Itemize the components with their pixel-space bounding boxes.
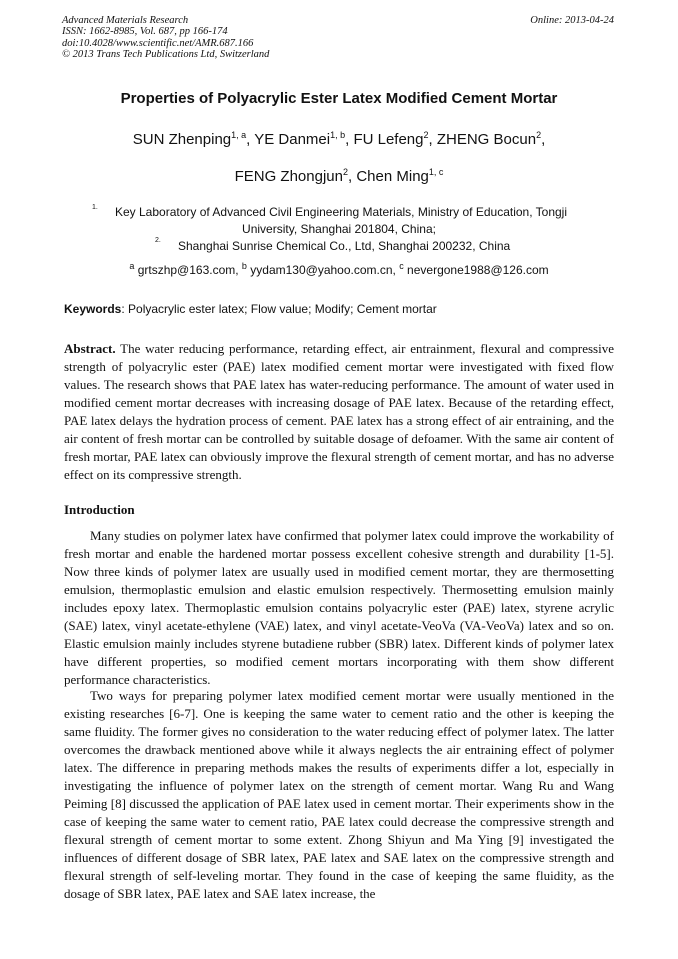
author-name: , Chen Ming xyxy=(348,168,429,185)
email: nevergone1988@126.com xyxy=(407,263,549,277)
author-sup: 2 xyxy=(536,130,542,140)
journal-name: Advanced Materials Research xyxy=(62,15,189,26)
author-sup: 2 xyxy=(423,130,429,140)
author-line-1 xyxy=(0,131,678,148)
intro-paragraph-2: Two ways for preparing polymer latex modified cement mortar were usually mentioned in the existing researches [6-7]. One is keeping the same water to cement ratio and the other is keeping the same fluidity. The former gives no consideration to the water reducing effect of polymer latex. The latter overcomes the drawback mentioned above while it always neglects the air entraining effect of polymer latex. The difference in preparing methods makes the results of experiments differ a lot, especially in investigating the influence of polymer latex on the strength of cement mortar. Wang Ru and Wang Peiming [8] discussed the application of PAE latex used in cement mortar. Their experiments show in the case of keeping the same water to cement ratio, PAE latex could decrease the compressive strength and flexural strength of cement mortar to some extent. Zhong Shiyun and Ma Ying [9] investigated the influences of different dosage of SBR latex, PAE latex and SAE latex on the compressive strength and flexural strength of self-leveling mortar. They found in the case of keeping the same fluidity, as the dosage of SBR latex, PAE latex and SAE latex increase, the xyxy=(64,688,614,901)
keywords xyxy=(64,302,437,316)
affiliation-number-2: 2. xyxy=(155,237,161,244)
author-sup: 1, a xyxy=(231,130,247,140)
online-date: Online: 2013-04-24 xyxy=(530,15,614,26)
affiliation-1-line-2: University, Shanghai 201804, China; xyxy=(242,222,436,236)
email: yydam130@yahoo.com.cn, xyxy=(250,263,400,277)
copyright-line: © 2013 Trans Tech Publications Ltd, Switzerland xyxy=(62,49,270,61)
author-sup: 2 xyxy=(342,167,348,177)
author-line-2 xyxy=(0,168,678,185)
affiliation-number-1: 1. xyxy=(92,204,98,211)
author-name: FENG Zhongjun xyxy=(234,168,343,185)
section-heading-introduction: Introduction xyxy=(64,502,135,517)
abstract xyxy=(64,340,614,484)
keywords-text: : Polyacrylic ester latex; Flow value; Modify; Cement mortar xyxy=(121,302,437,316)
author-name: , YE Danmei xyxy=(246,131,331,148)
abstract-text: The water reducing performance, retarding effect, air entrainment, flexural and compressive strength of polyacrylic ester (PAE) latex modified cement mortar were investigated with fixed flow values. The research shows that PAE latex has water-reducing performance. The amount of water used in modified cement mortar decreases with increasing dosage of PAE latex. Because of the retarding effect, PAE latex delays the hydration process of cement. PAE latex has a strong effect of air entraining, and the air content of fresh mortar can be controlled by suitable dosage of defoamer. With the same air content of fresh mortar, PAE latex can obviously improve the flexural strength of cement mortar, and has no adverse effect on its compressive strength. xyxy=(64,341,614,482)
author-name: , FU Lefeng xyxy=(345,131,424,148)
doi-line: doi:10.4028/www.scientific.net/AMR.687.166 xyxy=(62,37,254,49)
author-sup: 1, b xyxy=(330,130,346,140)
author-name: SUN Zhenping xyxy=(132,131,232,148)
journal-header xyxy=(62,15,269,61)
paper-title: Properties of Polyacrylic Ester Latex Modified Cement Mortar xyxy=(120,90,558,107)
author-sup: 1, c xyxy=(428,167,444,177)
issn-line: ISSN: 1662-8985, Vol. 687, pp 166-174 xyxy=(62,26,228,38)
keywords-label: Keywords xyxy=(64,302,122,316)
intro-paragraph-1: Many studies on polymer latex have confirmed that polymer latex could improve the workability of fresh mortar and enable the hardened mortar possess excellent cohesive strength and durability [1-5]. Now three kinds of polymer latex are usually used in modified cement mortar, they are thermosetting emulsion, thermoplastic emulsion and elastic emulsion respectively. Thermosetting emulsion mainly includes epoxy latex. Thermoplastic emulsion contains polyacrylic ester (PAE) latex, styrene acrylic (SAE) latex, vinyl acetate-ethylene (VAE) latex, and vinyl acetate-VeoVa (VA-VeoVa) latex and so on. Elastic emulsion mainly includes styrene butadiene rubber (SBR) latex. Different kinds of polymer latex have different properties, so modified cement mortars incorporating with them show different performance characteristics. xyxy=(64,528,614,687)
affiliation-2: Shanghai Sunrise Chemical Co., Ltd, Shanghai 200232, China xyxy=(178,239,511,253)
author-name: , ZHENG Bocun xyxy=(428,131,537,148)
affiliation-1-line-1: Key Laboratory of Advanced Civil Engineering Materials, Ministry of Education, Tongji xyxy=(115,205,568,219)
author-emails: $^a$ grtszhp@163.com, $^b$ yydam130@yahoo.com.cn, $^c$ nevergone1988@126.com xyxy=(129,261,549,277)
abstract-label: Abstract. xyxy=(64,341,116,356)
email: grtszhp@163.com, xyxy=(137,263,242,277)
author-separator: , xyxy=(541,131,546,148)
